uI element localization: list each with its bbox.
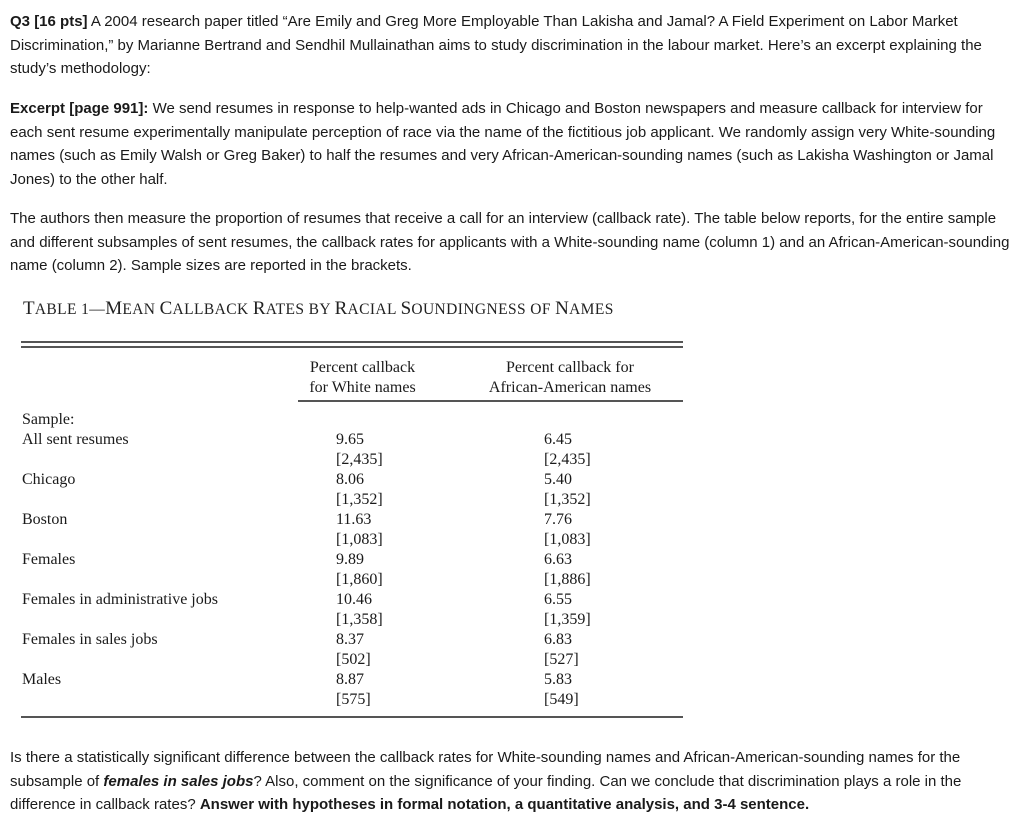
table-bottom-rule [21,716,683,718]
white-rate: 8.06 [336,471,364,488]
black-n: [2,435] [544,451,591,468]
row-label: Males [22,671,62,688]
col-header-african-american [470,358,670,398]
black-rate: 6.63 [544,551,572,568]
black-n: [1,352] [544,491,591,508]
caption-prefix: T [23,298,35,319]
white-n: [1,083] [336,531,383,548]
closing-part1: Is there a statistically significant difference between the callback rates for White-sounding names and African-American-sounding names for the subsample of [10,749,961,790]
caption-w3: ALLBACK [172,301,253,318]
caption-w6: R [334,298,348,319]
black-rate: 5.40 [544,471,572,488]
question-intro-text: A 2004 research paper titled “Are Emily and Greg More Employable Than Lakisha and Jamal? A Field Experiment on Labor Market Discrimination,” by Marianne Bertrand and Sendhil Mullainathan aims to study discrimination in the labour market. Here’s an excerpt explaining the study’s methodology: [10,13,982,78]
row-label: Females in administrative jobs [22,591,218,608]
closing-instruction: Answer with hypotheses in formal notation, a quantitative analysis, and 3-4 sentence. [199,796,810,814]
white-rate: 9.65 [336,431,364,448]
caption-w9: OUNDINGNESS OF [411,301,556,318]
caption-w1: EAN [122,301,160,318]
sample-label: Sample: [22,411,75,428]
col1-header-line1: Percent callback [309,359,416,376]
white-n: [575] [336,691,371,708]
caption-w2: C [159,298,173,319]
row-label: Chicago [22,471,76,488]
black-n: [1,083] [544,531,591,548]
caption-rest: ABLE 1— [34,301,106,318]
black-n: [527] [544,651,579,668]
question-number: Q3 [10,13,31,30]
caption-w7: ACIAL [347,301,401,318]
caption-w8: S [400,298,412,319]
method-paragraph: The authors then measure the proportion of resumes that receive a call for an interview (callback rate). The table below reports, for the entire sample and different subsamples of sent resumes, the callback rates for applicants with a White-sounding name (column 1) and an African-American-sounding name (column 2). Sample sizes are reported in the brackets. [10,210,1010,275]
caption-w5: ATES BY [265,301,335,318]
white-rate: 8.87 [336,671,364,688]
excerpt-paragraph [10,97,1010,191]
white-rate: 10.46 [336,591,372,608]
closing-part2: ? Also, comment on the significance of your finding. Can we conclude that discrimination plays a role in the difference in callback rates? [10,772,962,814]
black-rate: 6.45 [544,431,572,448]
table-top-rule [21,341,683,343]
question-points: [16 pts] [34,13,88,30]
black-rate: 6.83 [544,631,572,648]
row-label: All sent resumes [22,431,129,448]
black-rate: 7.76 [544,511,572,528]
excerpt-text: We send resumes in response to help-wanted ads in Chicago and Boston newspapers and measure callback for interview for each sent resume experimentally manipulate perception of race via the name of the fictitious job applicant. We randomly assign very White-sounding names (such as Emily Walsh or Greg Baker) to half the resumes and very African-American-sounding names (such as Lakisha Washington or Jamal Jones) to the other half. [10,100,996,188]
white-n: [2,435] [336,451,383,468]
caption-w0: M [105,298,123,319]
question-intro [10,10,1010,81]
white-rate: 8.37 [336,631,364,648]
table-top-rule-2 [21,346,683,348]
row-label: Boston [22,511,68,528]
white-n: [502] [336,651,371,668]
col1-header-line2: for White names [309,379,416,396]
row-label: Females in sales jobs [22,631,158,648]
closing-emphasis: females in sales jobs [103,772,254,790]
white-n: [1,352] [336,491,383,508]
black-rate: 6.55 [544,591,572,608]
col2-header-line1: Percent callback for [506,359,634,376]
caption-w11: AMES [569,301,614,318]
white-rate: 9.89 [336,551,364,568]
excerpt-label: Excerpt [page 991]: [10,100,149,117]
black-n: [549] [544,691,579,708]
col2-header-line2: African-American names [488,379,652,396]
caption-w4: R [252,298,266,319]
col-header-white [290,358,435,398]
header-rule [298,400,683,402]
black-n: [1,359] [544,611,591,628]
white-rate: 11.63 [336,511,372,528]
white-n: [1,358] [336,611,383,628]
black-rate: 5.83 [544,671,572,688]
closing-question [10,746,1010,817]
black-n: [1,886] [544,571,591,588]
white-n: [1,860] [336,571,383,588]
caption-w10: N [555,298,570,319]
row-label: Females [22,551,76,568]
table-caption [23,298,614,320]
